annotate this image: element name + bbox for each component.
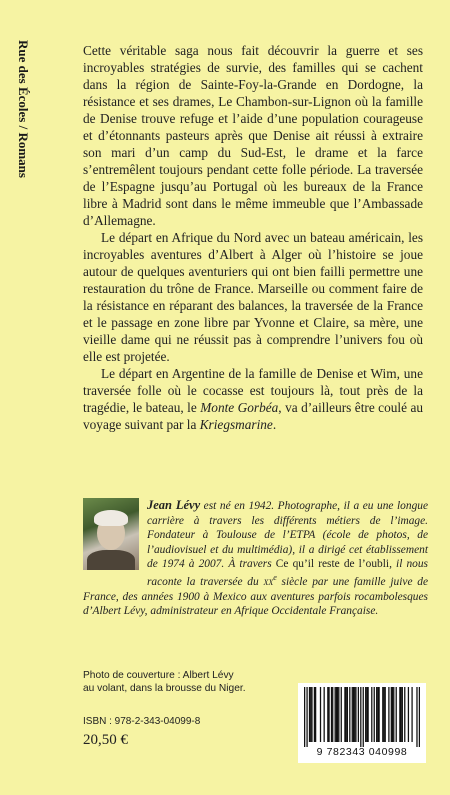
- price: 20,50 €: [83, 732, 128, 748]
- barcode-bar: [352, 687, 353, 742]
- barcode-bar: [396, 687, 397, 742]
- barcode-bar: [376, 687, 377, 742]
- collection-label: Rue des Écoles / Romans: [16, 40, 31, 178]
- barcode-bar: [355, 687, 356, 742]
- barcode: [298, 683, 426, 763]
- barcode-bar: [371, 687, 372, 742]
- barcode-bar: [341, 687, 342, 742]
- barcode-number: 9 782343 040998: [316, 746, 408, 758]
- photo-credits: [83, 669, 246, 695]
- barcode-bar: [306, 687, 307, 747]
- text-run: Cette véritable saga nous fait découvrir la guerre et ses incroyables stratégies de survie, des familles qui se cachent dans la région de Sainte-Foy-la-Grande en Dordogne, la résistance et ses drames, Le Chambon-sur-Lignon où la famille de Denise trouve refuge et l’aide d’une population courageuse et d’étonnants pasteurs après que Denise ait réussi à extraire son mari d’un camp du Sud-Est, le drame et la farce s’entremêlent toujours pendant cette folle période. La traversée de l’Espagne jusqu’au Portugal où les bureaux de la France libre à Madrid sont dans le même immeuble que l’Ambassade d’Allemagne.: [83, 43, 423, 228]
- book-title: Ce qu’il reste de l’oubli: [275, 558, 390, 570]
- barcode-bar: [338, 687, 339, 742]
- author-section: [83, 498, 428, 619]
- barcode-bar: [327, 687, 328, 742]
- bio-run: xx: [263, 576, 274, 589]
- barcode-bars: [304, 687, 420, 747]
- isbn: ISBN : 978-2-343-04099-8: [83, 716, 201, 727]
- barcode-bar: [335, 687, 336, 742]
- barcode-bar: [349, 687, 350, 742]
- text-run: Le départ en Afrique du Nord avec un bateau américain, les incroyables aventures d’Albert à Alger où l’histoire se joue autour de quelques aventuriers qui ont bien failli permettre une restauration du trône de France. Marseille ou comment faire de la résistance en réparant des balances, la traversée de la France et le passage en zone libre par Yvonne et Claire, sa mère, une vieille dame qui ne réussit pas à comprendre l’univers fou où elle est projetée.: [83, 230, 423, 364]
- barcode-bar: [366, 687, 367, 742]
- photo-credit-line-1: Photo de couverture : Albert Lévy: [83, 670, 234, 681]
- barcode-bar: [304, 687, 305, 747]
- author-photo: [83, 498, 139, 570]
- barcode-bar: [337, 687, 338, 742]
- bio-run: est né en 1942. Photographe, il a eu une longue carrière à travers les différents métiers de l’image. Fondateur à Toulouse de l’ETPA (école de photos, de l’audiovisuel et du multimédia), il a dirigé cet établissement de 1974 à 2007. À travers: [147, 500, 429, 570]
- bio-run: e: [273, 573, 277, 583]
- barcode-bar: [391, 687, 392, 742]
- barcode-bar: [399, 687, 400, 742]
- barcode-bar: [400, 687, 401, 742]
- barcode-bar: [392, 687, 393, 742]
- barcode-bar: [320, 687, 321, 742]
- barcode-bar: [332, 687, 333, 742]
- barcode-bar: [314, 687, 315, 742]
- summary-paragraph: [83, 42, 423, 229]
- barcode-bar: [408, 687, 409, 742]
- summary-paragraph: [83, 229, 423, 365]
- text-run: Le départ en Argentine de la famille de Denise et Wim, une traversée folle où le cocasse est toujours là, tout près de la tragédie, le bateau, le: [83, 366, 423, 415]
- barcode-bar: [411, 687, 412, 742]
- barcode-bar: [374, 687, 375, 742]
- barcode-bar: [377, 687, 378, 742]
- bio-run: siècle par une famille juive de France, des années 1900 à Mexico aux aventures parfois rocambolesques d’Albert Lévy, administrateur en Afrique Occidentale Française.: [83, 576, 428, 618]
- author-name: Jean Lévy: [147, 498, 201, 512]
- photo-credit-line-2: au volant, dans la brousse du Niger.: [83, 683, 246, 694]
- barcode-bar: [388, 687, 389, 742]
- bio-run: , il nous raconte la traversée du: [147, 558, 428, 589]
- barcode-bar: [346, 687, 347, 742]
- barcode-bar: [310, 687, 311, 742]
- barcode-bar: [328, 687, 329, 742]
- barcode-bar: [367, 687, 368, 742]
- barcode-bar: [385, 687, 386, 742]
- italic-title: Kriegsmarine: [199, 417, 273, 432]
- barcode-bar: [336, 687, 337, 742]
- barcode-bar: [347, 687, 348, 742]
- barcode-bar: [393, 687, 394, 742]
- text-run: .: [272, 417, 277, 432]
- barcode-bar: [354, 687, 355, 742]
- barcode-bar: [309, 687, 310, 742]
- back-cover-summary: [83, 42, 423, 433]
- barcode-bar: [311, 687, 312, 742]
- book-spine: [0, 0, 40, 795]
- summary-paragraph: [83, 365, 423, 433]
- barcode-bar: [382, 687, 383, 742]
- barcode-bar: [324, 687, 325, 742]
- barcode-bar: [416, 687, 417, 747]
- barcode-bar: [378, 687, 379, 742]
- barcode-bar: [404, 687, 405, 742]
- barcode-bar: [331, 687, 332, 742]
- barcode-bar: [363, 687, 364, 747]
- text-run: , va d’ailleurs être coulé au voyage suivant par la: [83, 400, 423, 432]
- barcode-bar: [419, 687, 420, 747]
- barcode-bar: [383, 687, 384, 742]
- barcode-bar: [358, 687, 359, 742]
- barcode-bar: [360, 687, 361, 747]
- italic-title: Monte Gorbéa: [200, 400, 279, 415]
- barcode-bar: [353, 687, 354, 742]
- barcode-bar: [344, 687, 345, 742]
- barcode-bar: [365, 687, 366, 742]
- barcode-bar: [315, 687, 316, 742]
- barcode-bar: [402, 687, 403, 742]
